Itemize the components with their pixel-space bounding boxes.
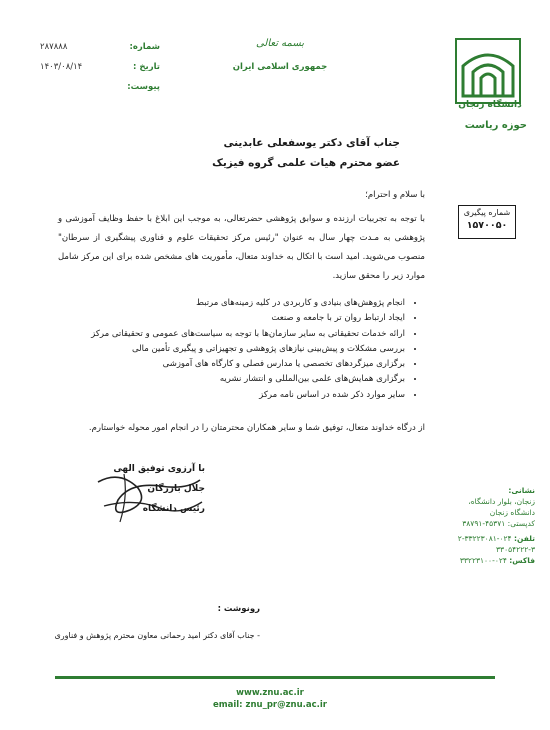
email-link[interactable]: email: znu_pr@znu.ac.ir bbox=[212, 700, 327, 710]
meta-attachment-label: پیوست: bbox=[127, 82, 160, 92]
address-line: دانشگاه زنجان bbox=[489, 508, 535, 517]
greeting: با سلام و احترام؛ bbox=[365, 190, 425, 200]
website-link[interactable]: www.znu.ac.ir bbox=[236, 688, 304, 698]
phone-number: ۳۳۰۵۴۲۲۲-۳ bbox=[496, 545, 535, 554]
list-item: • انجام پژوهش‌های بنیادی و کاربردی در کلیه زمینه‌های مرتبط bbox=[75, 296, 405, 311]
fax-label: فاکس: bbox=[509, 556, 535, 565]
meta-date-label: تاریخ : bbox=[133, 62, 160, 72]
fax-number: ۰۲۴-۳۳۲۲۳۱۰۰ bbox=[459, 556, 507, 565]
logo-emblem bbox=[455, 38, 521, 104]
mission-list bbox=[75, 296, 419, 403]
university-logo bbox=[455, 38, 525, 126]
footer-divider bbox=[55, 676, 495, 679]
body-paragraph: با توجه به تجربیات ارزنده و سوابق پژوهشی حضرتعالی، به موجب این ابلاغ با حفظ وظایف آموزشی و پژوهشی به مـدت چهار سال به عنوان "رئیس مرکز تحقیقات علوم و فناوری پیشگیری از سرطان" منصوب می‌شوید. امید است با اتکال به خداوند متعال، مأموریت های مشخص شده برای این مرکز شامل موارد زیر را محقق سازید. bbox=[58, 214, 425, 281]
meta-number-label: شماره: bbox=[129, 42, 160, 52]
list-item: • ارائه خدمات تحقیقاتی به سایر سازمان‌ها با توجه به سیاست‌های عمومی و تحقیقاتی مرکز bbox=[75, 327, 405, 342]
postal-code: کدپستی: ۴۵۳۷۱-۳۸۷۹۱ bbox=[462, 519, 535, 528]
list-item: • سایر موارد ذکر شده در اساس نامه مرکز bbox=[75, 388, 405, 403]
cc-recipient: - جناب آقای دکتر امید رحمانی معاون محترم پژوهش و فناوری bbox=[54, 631, 260, 640]
signer-title: رئیس دانشگاه bbox=[142, 504, 205, 514]
address-line: زنجان، بلوار دانشگاه، bbox=[468, 497, 535, 506]
meta-date-value: ۱۴۰۳/۰۸/۱۴ bbox=[40, 62, 83, 72]
phone-number: ۰۲۴-۳۳۲۲۳۰۸۱-۲ bbox=[457, 534, 512, 543]
republic-title: جمهوری اسلامی ایران bbox=[232, 62, 328, 72]
meta-number bbox=[40, 42, 160, 56]
contact-info bbox=[440, 485, 535, 566]
list-item: • ایجاد ارتباط روان تر با جامعه و صنعت bbox=[75, 311, 405, 326]
cc-title: رونوشت : bbox=[217, 604, 260, 614]
phone-label: تلفن: bbox=[513, 534, 535, 543]
address-label: نشانی: bbox=[508, 486, 535, 495]
tracking-box bbox=[458, 205, 516, 239]
list-item: • بررسی مشکلات و پیش‌بینی نیازهای پژوهشی و تجهیزاتی و پیگیری تأمین مالی bbox=[75, 342, 405, 357]
recipient-title: عضو محترم هیات علمی گروه فیزیک bbox=[212, 157, 400, 169]
closing-sentence: از درگاه خداوند متعال، توفیق شما و سایر همکاران محترمتان را در انجام امور محوله خواستارم. bbox=[88, 423, 425, 433]
list-item: • برگزاری همایش‌های علمی بین‌المللی و انتشار نشریه bbox=[75, 372, 405, 387]
meta-number-value: ۲۸۷۸۸۸ bbox=[40, 42, 68, 52]
bismillah: بسمه تعالی bbox=[255, 38, 305, 49]
signature-regards: با آرزوی توفیق الهی bbox=[113, 464, 205, 474]
logo-text: دانشگاه زنجان bbox=[458, 100, 522, 110]
meta-attachment bbox=[40, 82, 160, 96]
recipient-name: جناب آقای دکتر یوسفعلی عابدینی bbox=[223, 137, 400, 149]
department-label: حوزه ریاست bbox=[464, 120, 527, 131]
tracking-number: ۱۵۷۰۰۵۰ bbox=[466, 220, 508, 231]
tracking-label: شماره پیگیری bbox=[463, 208, 511, 217]
signer-name: جلال بازرگان bbox=[147, 484, 205, 494]
list-item: • برگزاری میزگردهای تخصصی یا مدارس فصلی و کارگاه های آموزشی bbox=[75, 357, 405, 372]
meta-date bbox=[40, 62, 160, 76]
